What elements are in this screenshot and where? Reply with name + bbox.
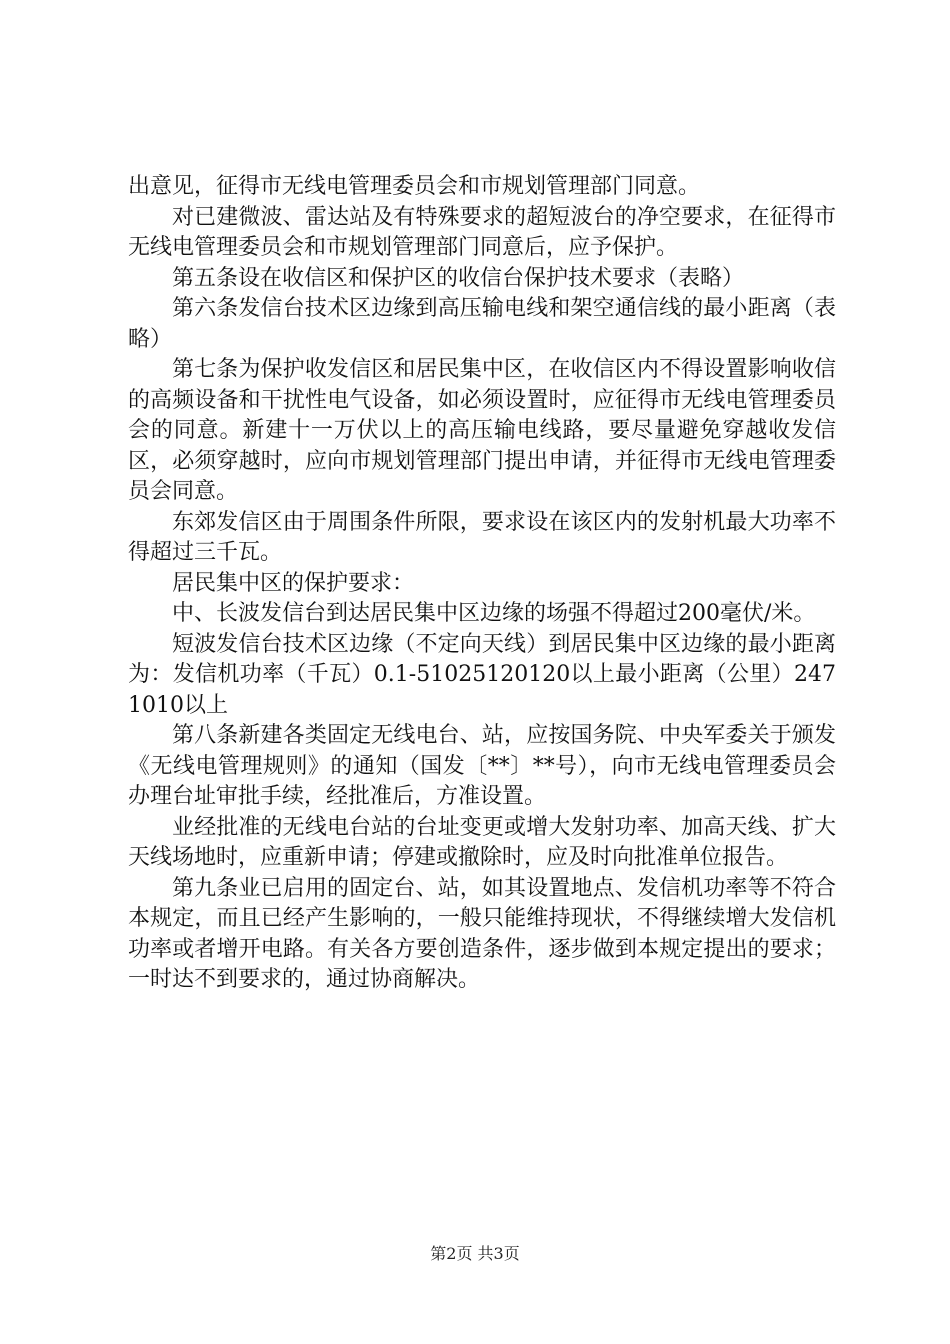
paragraph-residential-protection: 居民集中区的保护要求： <box>172 570 415 596</box>
paragraph-site-change: 业经批准的无线电台站的台址变更或增大发射功率、加高天线、扩大天线场地时，应重新申请；停建或撤除时，应及时向批准单位报告。 <box>128 814 836 870</box>
paragraph-article-8: 第八条新建各类固定无线电台、站，应按国务院、中央军委关于颁发《无线电管理规则》的通知（国发〔**〕**号），向市无线电管理委员会办理台址审批手续，经批准后，方准设置。 <box>128 723 836 809</box>
paragraph-article-9: 第九条业已启用的固定台、站，如其设置地点、发信机功率等不符合本规定，而且已经产生影响的，一般只能维持现状，不得继续增大发信机功率或者增开电路。有关各方要创造条件，逐步做到本规定提出的要求；一时达不到要求的，通过协商解决。 <box>128 875 836 992</box>
paragraph-field-strength: 中、长波发信台到达居民集中区边缘的场强不得超过200毫伏/米。 <box>172 601 816 626</box>
paragraph-article-7: 第七条为保护收发信区和居民集中区，在收信区内不得设置影响收信的高频设备和干扰性电气设备，如必须设置时，应征得市无线电管理委员会的同意。新建十一万伏以上的高压输电线路，要尽量避免穿越收发信区，必须穿越时，应向市规划管理部门提出申请，并征得市无线电管理委员会同意。 <box>128 357 836 504</box>
document-body <box>128 172 836 996</box>
paragraph-east-suburb-limit: 东郊发信区由于周围条件所限，要求设在该区内的发射机最大功率不得超过三千瓦。 <box>128 509 836 565</box>
paragraph-clearance-requirement: 对已建微波、雷达站及有特殊要求的超短波台的净空要求，在征得市无线电管理委员会和市规划管理部门同意后，应予保护。 <box>128 204 836 260</box>
paragraph-article-5: 第五条设在收信区和保护区的收信台保护技术要求（表略） <box>172 265 745 291</box>
page-number-footer: 第2页 共3页 <box>430 1244 520 1263</box>
paragraph-article-6: 第六条发信台技术区边缘到高压输电线和架空通信线的最小距离（表略） <box>128 296 836 352</box>
paragraph-shortwave-distance: 短波发信台技术区边缘（不定向天线）到居民集中区边缘的最小距离为：发信机功率（千瓦）0.1-51025120120以上最小距离（公里）2471010以上 <box>128 631 836 718</box>
paragraph-continuation: 出意见，征得市无线电管理委员会和市规划管理部门同意。 <box>128 174 701 199</box>
